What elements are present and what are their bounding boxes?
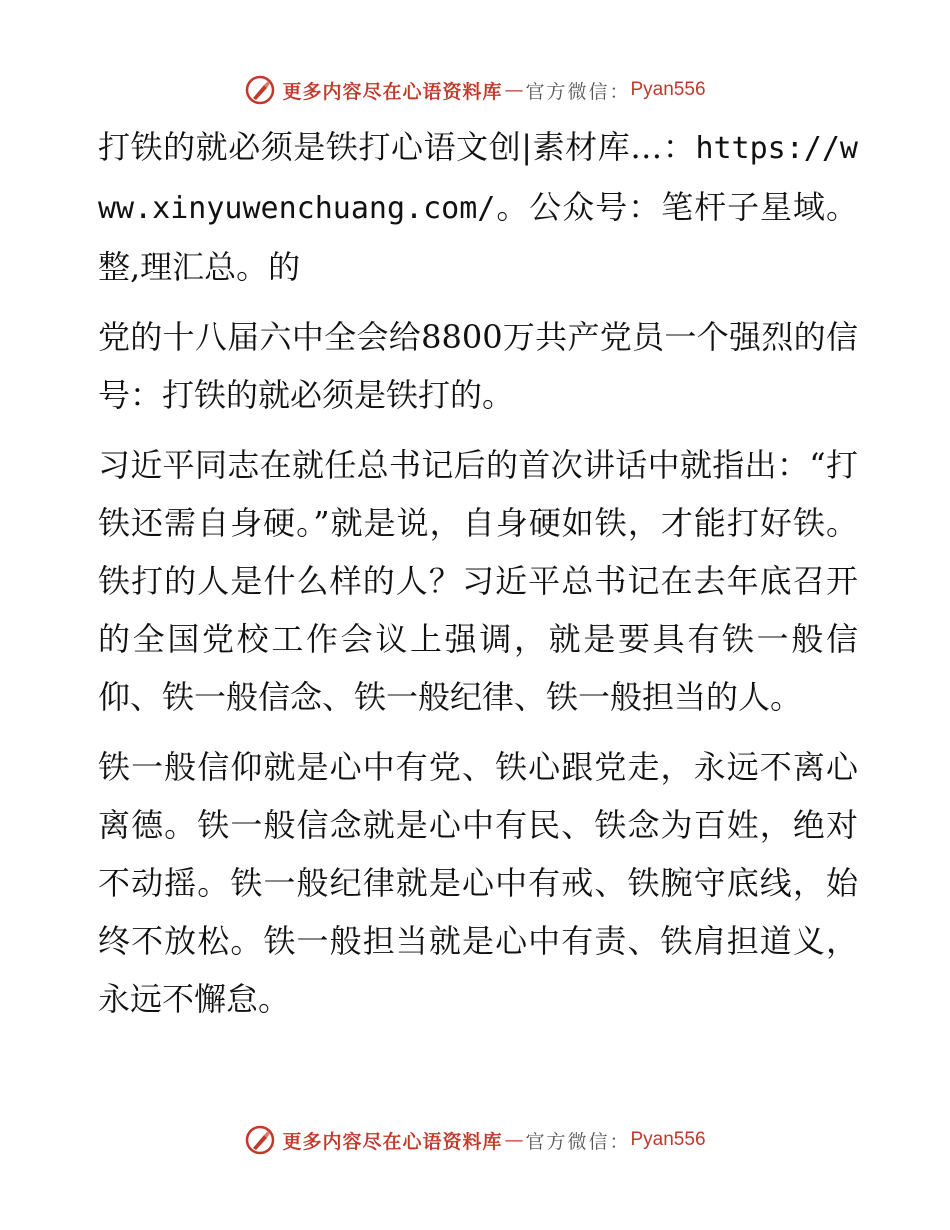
paragraph-1-text-b: 。公众号：笔杆子星域。整,理汇总。的 <box>98 188 858 286</box>
paragraph-4: 铁一般信仰就是心中有党、铁心跟党走，永远不离心离德。铁一般信念就是心中有民、铁念为百姓，绝对不动摇。铁一般纪律就是心中有戒、铁腕守底线，始终不放松。铁一般担当就是心中有责、铁肩担道义，永远不懈怠。 <box>98 748 858 1018</box>
banner-site-text: 更多内容尽在心语资料库 <box>282 1130 503 1153</box>
paragraph-3: 习近平同志在就任总书记后的首次讲话中就指出：“打铁还需自身硬。”就是说，自身硬如铁，才能打好铁。铁打的人是什么样的人？习近平总书记在去年底召开的全国党校工作会议上强调，就是要具有铁一般信仰、铁一般信念、铁一般纪律、铁一般担当的人。 <box>98 446 858 716</box>
banner-dash: — <box>504 79 524 101</box>
paragraph-2: 党的十八届六中全会给8800万共产党员一个强烈的信号：打铁的就必须是铁打的。 <box>98 318 858 414</box>
pen-logo-icon <box>244 74 276 106</box>
paragraph-1-text-a: 打铁的就必须是铁打心语文创|素材库…： <box>98 128 696 166</box>
banner-wechat-id: Pyan556 <box>630 1129 706 1150</box>
document-body <box>98 118 858 1040</box>
source-url-link[interactable]: https://www.xinyuwenchuang.com/ <box>98 131 858 226</box>
banner-wechat-label: 官方微信： <box>525 80 631 103</box>
banner-wechat-label: 官方微信： <box>525 1130 631 1153</box>
banner-dash: — <box>504 1129 524 1151</box>
banner-site-text: 更多内容尽在心语资料库 <box>282 80 503 103</box>
header-banner <box>0 70 950 110</box>
paragraph-1 <box>98 118 858 296</box>
footer-banner <box>0 1120 950 1160</box>
banner-wechat-id: Pyan556 <box>630 79 706 100</box>
pen-logo-icon <box>244 1124 276 1156</box>
